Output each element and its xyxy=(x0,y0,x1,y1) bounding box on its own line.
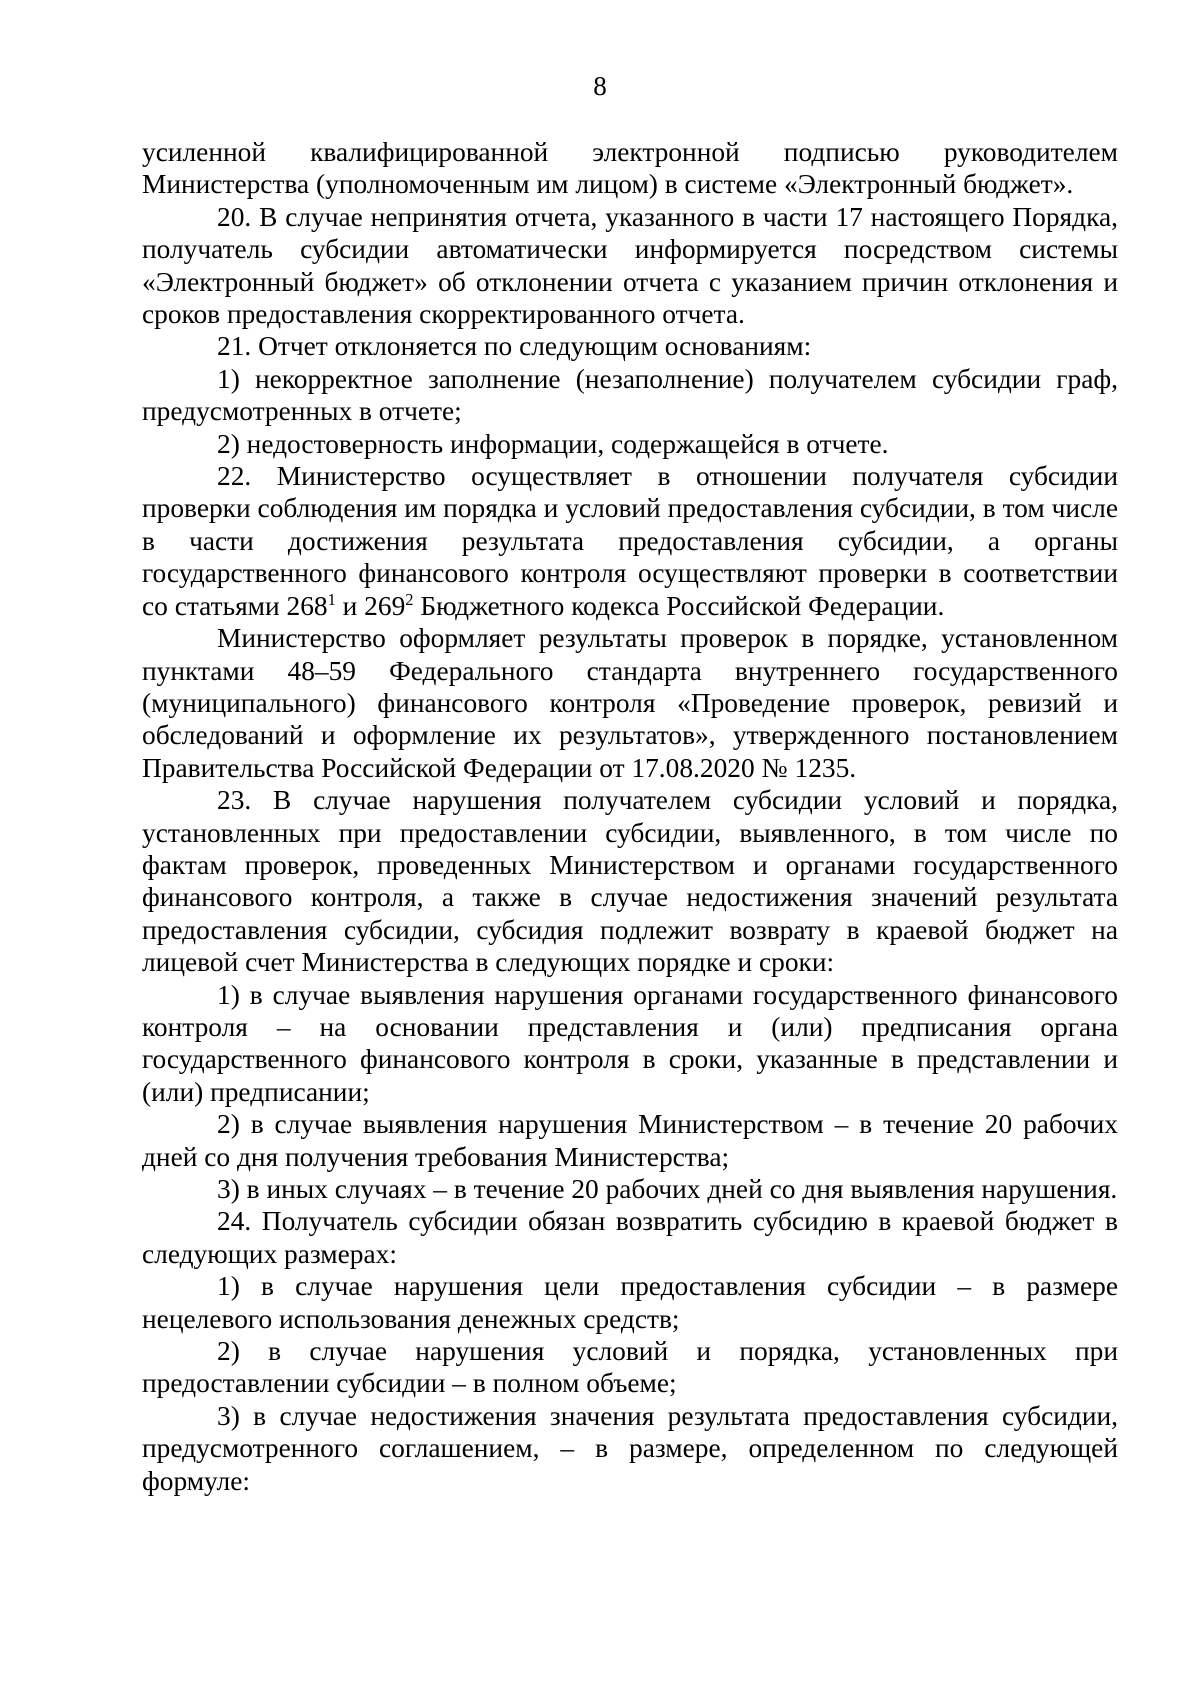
paragraph-text: 22. Министерство осуществляет в отношении получателя субсидии проверки соблюдения им порядка и условий предоставления субсидии, в том числе в части достижения результата предоставления субсидии, а органы государственного финансового контроля осуществляют проверки в соответствии со статьями 268 xyxy=(142,461,1118,621)
paragraph xyxy=(142,460,1118,622)
paragraph: 2) в случае выявления нарушения Министерством – в течение 20 рабочих дней со дня получения требования Министерства; xyxy=(142,1109,1118,1172)
document-body xyxy=(142,136,1118,1497)
paragraph: 21. Отчет отклоняется по следующим основаниям: xyxy=(217,331,812,362)
paragraph: 1) в случае выявления нарушения органами государственного финансового контроля – на основании представления и (или) предписания органа государственного финансового контроля в сроки, указанные в представлении и (или) предписании; xyxy=(142,979,1118,1107)
superscript: 2 xyxy=(405,589,414,609)
paragraph: 20. В случае непринятия отчета, указанного в части 17 настоящего Порядка, получатель субсидии автоматически информируется посредством системы «Электронный бюджет» об отклонении отчета с указанием причин отклонения и сроков предоставления скорректированного отчета. xyxy=(142,201,1118,330)
paragraph: 1) в случае нарушения цели предоставления субсидии – в размере нецелевого использования денежных средств; xyxy=(142,1271,1118,1334)
paragraph: усиленной квалифицированной электронной подписью руководителем Министерства (уполномоченным им лицом) в системе «Электронный бюджет». xyxy=(142,137,1118,200)
paragraph: 1) некорректное заполнение (незаполнение) получателем субсидии граф, предусмотренных в отчете; xyxy=(142,363,1118,427)
paragraph: 2) в случае нарушения условий и порядка, установленных при предоставлении субсидии – в полном объеме; xyxy=(142,1336,1118,1399)
paragraph: 24. Получатель субсидии обязан возвратить субсидию в краевой бюджет в следующих размерах: xyxy=(142,1206,1118,1269)
paragraph: Министерство оформляет результаты проверок в порядке, установленном пунктами 48–59 Федерального стандарта внутреннего государственного (муниципального) финансового контроля «Проведение проверок, ревизий и обследований и оформление их результатов», утвержденного постановлением Правительства Российской Федерации от 17.08.2020 № 1235. xyxy=(142,623,1118,783)
paragraph-text: Бюджетного кодекса Российской Федерации. xyxy=(413,590,945,621)
paragraph: 3) в иных случаях – в течение 20 рабочих дней со дня выявления нарушения. xyxy=(217,1174,1118,1204)
page-number: 8 xyxy=(593,71,607,101)
paragraph: 23. В случае нарушения получателем субсидии условий и порядка, установленных при предоставлении субсидии, выявленного, в том числе по фактам проверок, проведенных Министерством и органами государственного финансового контроля, а также в случае недостижения значений результата предоставления субсидии, субсидия подлежит возврату в краевой бюджет на лицевой счет Министерства в следующих порядке и сроки: xyxy=(142,785,1118,978)
paragraph: 2) недостоверность информации, содержащейся в отчете. xyxy=(217,428,889,459)
superscript: 1 xyxy=(327,589,336,609)
paragraph-text: и 269 xyxy=(335,590,406,621)
paragraph: 3) в случае недостижения значения результата предоставления субсидии, предусмотренного соглашением, – в размере, определенном по следующей формуле: xyxy=(142,1400,1118,1496)
